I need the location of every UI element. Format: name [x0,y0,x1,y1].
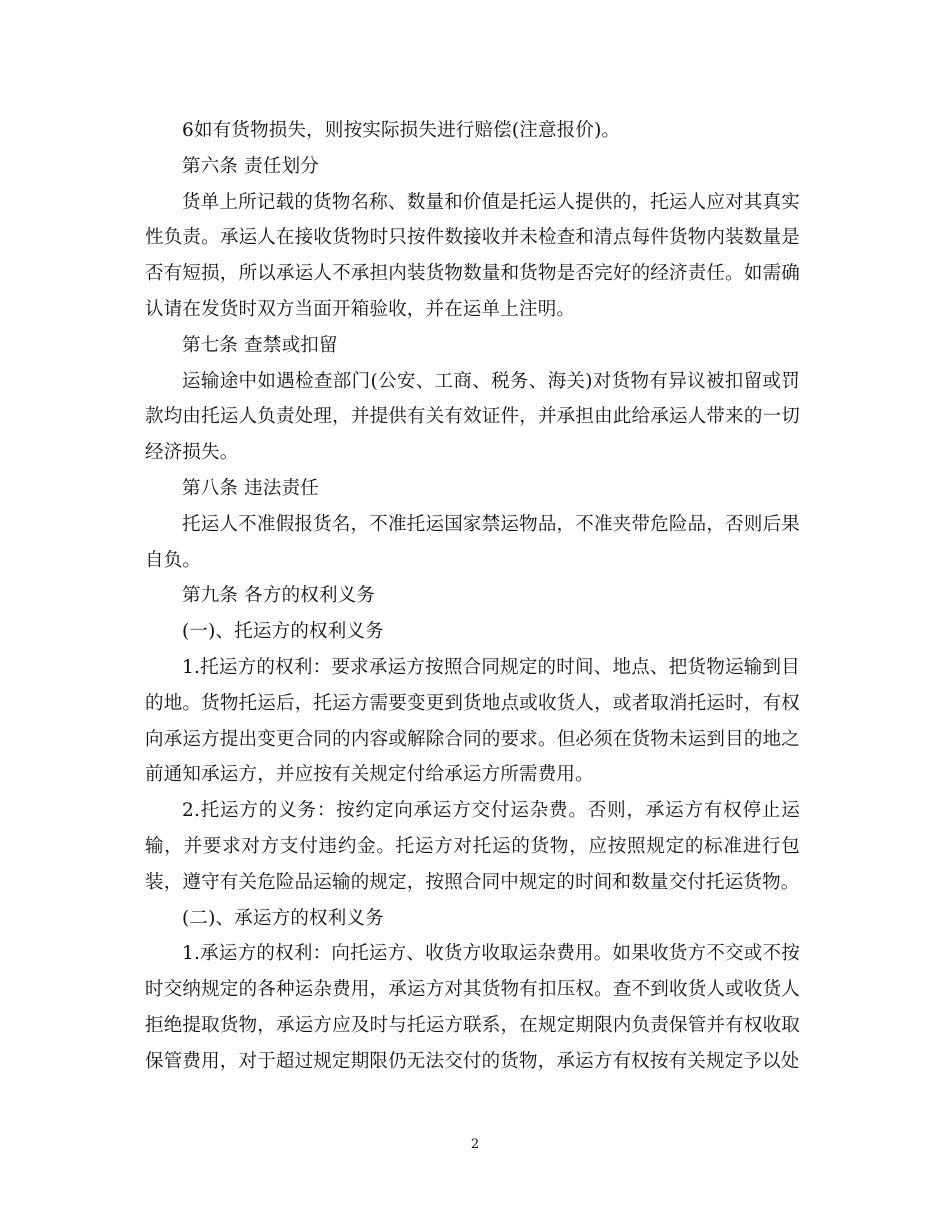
paragraph-carrier-rights: 1.承运方的权利：向托运方、收货方收取运杂费用。如果收货方不交或不按时交纳规定的各种运杂费用，承运方对其货物有扣压权。查不到收货人或收货人拒绝提取货物，承运方应及时与托运方联系，在规定期限内负责保管并有权收取保管费用，对于超过规定期限仍无法交付的货物，承运方有权按有关规定予以处 [145,943,800,1072]
subheading-carrier-rights: (二)、承运方的权利义务 [182,907,384,929]
paragraph-illegal-liability: 托运人不准假报货名，不准托运国家禁运物品，不准夹带危险品，否则后果自负。 [145,513,800,571]
heading-article-8: 第八条 违法责任 [182,477,319,499]
paragraph-shipper-obligations: 2.托运方的义务：按约定向承运方交付运杂费。否则，承运方有权停止运输，并要求对方支付违约金。托运方对托运的货物，应按照规定的标准进行包装，遵守有关危险品运输的规定，按照合同中规定的时间和数量交付托运货物。 [145,800,800,893]
heading-article-7: 第七条 查禁或扣留 [182,334,338,356]
page-number: 2 [470,1137,480,1152]
paragraph-shipper-rights: 1.托运方的权利：要求承运方按照合同规定的时间、地点、把货物运输到目的地。货物托运后，托运方需要变更到货地点或收货人，或者取消托运时，有权向承运方提出变更合同的内容或解除合同的要求。但必须在货物未运到目的地之前通知承运方，并应按有关规定付给承运方所需费用。 [145,656,800,786]
paragraph-responsibility: 货单上所记载的货物名称、数量和价值是托运人提供的，托运人应对其真实性负责。承运人在接收货物时只按件数接收并未检查和清点每件货物内装数量是否有短损，所以承运人不承担内装货物数量和货物是否完好的经济责任。如需确认请在发货时双方当面开箱验收，并在运单上注明。 [145,191,800,320]
paragraph-loss-compensation: 6如有货物损失，则按实际损失进行赔偿(注意报价)。 [182,120,621,141]
heading-article-9: 第九条 各方的权利义务 [182,585,376,607]
document-body [145,113,800,1080]
subheading-shipper-rights: (一)、托运方的权利义务 [182,621,384,643]
heading-article-6: 第六条 责任划分 [182,155,319,177]
paragraph-detention: 运输途中如遇检查部门(公安、工商、税务、海关)对货物有异议被扣留或罚款均由托运人负责处理，并提供有关有效证件，并承担由此给承运人带来的一切经济损失。 [145,370,800,464]
